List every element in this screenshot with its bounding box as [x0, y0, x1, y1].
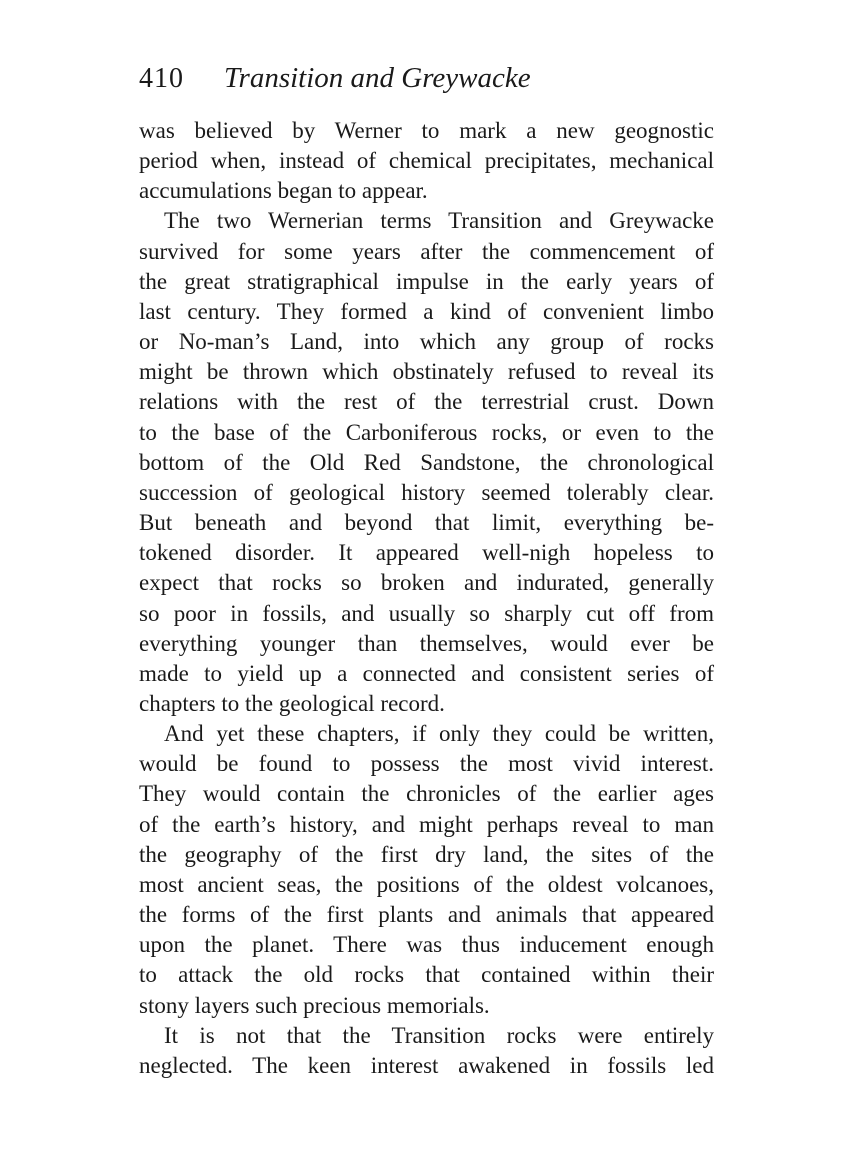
page-number: 410: [139, 63, 184, 94]
text-line: The two Wernerian terms Transition and Greywacke: [164, 208, 714, 234]
running-head: [139, 62, 714, 106]
text-line: last century. They formed a kind of convenient limbo: [139, 298, 714, 324]
text-line: to attack the old rocks that contained within their: [139, 962, 714, 988]
text-line: of the earth’s history, and might perhaps reveal to man: [139, 811, 714, 837]
text-line: neglected. The keen interest awakened in fossils led: [139, 1052, 714, 1078]
text-line: to the base of the Carboniferous rocks, or even to the: [139, 419, 714, 445]
text-line: accumulations began to appear.: [139, 178, 428, 204]
text-line: period when, instead of chemical precipitates, mechanical: [139, 148, 714, 174]
text-line: the geography of the first dry land, the sites of the: [139, 841, 714, 867]
text-line: or No-man’s Land, into which any group of rocks: [139, 329, 714, 355]
text-line: It is not that the Transition rocks were entirely: [164, 1022, 714, 1048]
text-line: bottom of the Old Red Sandstone, the chronological: [139, 449, 714, 475]
text-line: tokened disorder. It appeared well-nigh hopeless to: [139, 540, 714, 566]
text-line: the great stratigraphical impulse in the early years of: [139, 268, 714, 294]
text-line: everything younger than themselves, would ever be: [139, 630, 714, 656]
book-page: [139, 62, 714, 1081]
text-line: And yet these chapters, if only they could be written,: [164, 721, 714, 747]
text-line: upon the planet. There was thus inducement enough: [139, 932, 714, 958]
text-line: expect that rocks so broken and indurated, generally: [139, 570, 714, 596]
running-title: Transition and Greywacke: [224, 62, 531, 94]
text-line: the forms of the first plants and animals that appeared: [139, 902, 714, 928]
text-line: most ancient seas, the positions of the oldest volcanoes,: [139, 871, 714, 897]
text-line: chapters to the geological record.: [139, 690, 445, 716]
text-line: was believed by Werner to mark a new geognostic: [139, 118, 714, 143]
body-text: [139, 116, 714, 1081]
text-line: might be thrown which obstinately refused to reveal its: [139, 359, 714, 385]
text-line: so poor in fossils, and usually so sharply cut off from: [139, 600, 714, 626]
text-line: stony layers such precious memorials.: [139, 992, 490, 1018]
text-line: made to yield up a connected and consistent series of: [139, 660, 714, 686]
text-line: They would contain the chronicles of the earlier ages: [139, 781, 714, 807]
text-line: would be found to possess the most vivid interest.: [139, 751, 714, 777]
text-line: survived for some years after the commencement of: [139, 238, 714, 264]
text-line: But beneath and beyond that limit, everything be-: [139, 510, 714, 536]
text-line: succession of geological history seemed tolerably clear.: [139, 479, 714, 505]
text-line: relations with the rest of the terrestrial crust. Down: [139, 389, 714, 415]
